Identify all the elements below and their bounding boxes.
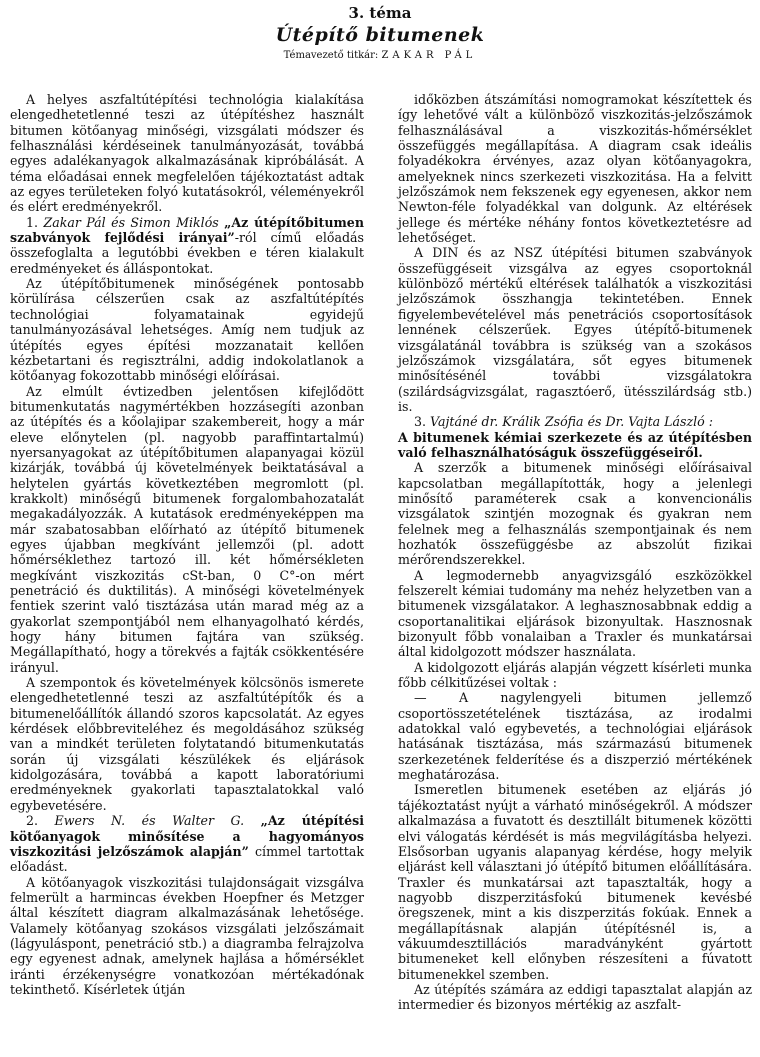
lecture-title: A bitumenek kémiai szerkezete és az útépítésben való felhasználhatóságuk összefüggéseiről. — [398, 429, 752, 460]
section-title: Útépítő bitumenek — [275, 24, 485, 46]
section-header — [0, 0, 760, 70]
lecture-number: 1. — [26, 214, 39, 230]
paragraph: A szempontok és követelmények kölcsönös ismerete elengedhetetlenné teszi az aszfaltútépítők és a bitumenelőállítók állandó szoros kapcsolatát. Az egyes kérdések előbbreviteléhez és megoldásához szükség van a mindkét területen folytatandó bitumenkutatás során új vizsgálati készülékek és eljárások kidolgozására, továbbá a kapott laboratóriumi eredményeknek gyakorlati tapasztalatokkal való egybevetésére. — [10, 675, 364, 813]
paragraph: Ismeretlen bitumenek esetében az eljárás jó tájékoztatást nyújt a várható minőségekről. A módszer alkalmazása a fuvatott és desztillált bitumenek közötti elvi válogatás kérdését is más megvilágításba helyezi. Elsősorban ugyanis alapanyag kérdése, hogy melyik eljárást kell választani jó útépítő bitumen előállítására. Traxler és munkatársai azt tapasztalták, hogy a nagyobb diszperzitásfokú bitumenek kevésbé öregszenek, mint a kis diszperzitás fokúak. Ennek a megállapításnak alapján útépítésnél is, a vákuumdesztillációs maradványként gyártott bitumeneket kell előnyben részesíteni a fúvatott bitumenekkel szemben. — [398, 782, 752, 982]
paragraph: — A nagylengyeli bitumen jellemző csoportösszetételének tisztázása, az irodalmi adatokkal való egybevetés, a technológiai eljárások hatásának tisztázása, más származású bitumenek szerkezetének felderítése és a diszperzió mértékének meghatározása. — [398, 690, 752, 783]
left-column — [10, 92, 364, 997]
secretary-line — [0, 50, 760, 61]
paragraph: A kidolgozott eljárás alapján végzett kísérleti munka főbb célkitűzései voltak : — [398, 659, 752, 691]
paragraph: A kötőanyagok viszkozitási tulajdonságait vizsgálva felmerült a harmincas években Hoepfner és Metzger által készített diagram alkalmazásának lehetősége. Valamely kötőanyag szokásos vizsgálati jelzőszámait (lágyuláspont, penetráció stb.) a diagramba felrajzolva egy egyenest adnak, amelynek hajlása a hőmérséklet iránti érzékenységre vonatkozóan mértékadónak tekinthető. Kísérletek útján — [10, 874, 364, 997]
secretary-name: ZAKAR PÁL — [381, 50, 477, 61]
lecture-title: „Az útépítési kötőanyagok minősítése a hagyományos viszkozitási jelzőszámok alapján” — [10, 813, 364, 859]
paragraph: A szerzők a bitumenek minőségi előírásaival kapcsolatban megállapították, hogy a jelenlegi minősítő paraméterek csak a konvencionális vizsgálatok szintjén mozognak és gyakran nem felelnek meg a felhasználás szempontjainak és nem hozhatók összefüggésbe az abszolút fizikai mérőrendszerekkel. — [398, 460, 752, 568]
lecture-paragraph — [10, 215, 364, 276]
right-column — [398, 92, 752, 1013]
section-number: 3. téma — [348, 4, 412, 22]
paragraph: Az útépítés számára az eddigi tapasztalat alapján az intermedier és bizonyos mértékig az aszfalt- — [398, 981, 752, 1013]
lecture-authors: Ewers N. és Walter G. — [54, 813, 245, 829]
lecture-rest: -ról című előadás összefoglalta a legutóbbi években e téren kialakult eredményeket és álláspontokat. — [10, 230, 364, 276]
lecture-number: 3. — [414, 414, 427, 430]
lecture-authors: Vajtáné dr. Králik Zsófia és Dr. Vajta László : — [430, 414, 713, 430]
paragraph: A legmodernebb anyagvizsgáló eszközökkel felszerelt kémiai tudomány ma nehéz helyzetben van a bitumenek vizsgálatakor. A leghasznosabbnak eddig a csoportanalitikai eljárások bizonyultak. Hasznosnak bizonyult főbb vonalaiban a Traxler és munkatársai által kidolgozott módszer használata. — [398, 567, 752, 660]
paragraph: Az útépítőbitumenek minőségének pontosabb körülírása célszerűen csak az aszfaltútépítés technológiai folyamatainak egyidejű tanulmányozásával lehetséges. Amíg nem tudjuk az útépítés egyes építési mozzanatait kellően kézbetartani és regisztrálni, addig indokolatlanok a kötőanyag fokozottabb minőségi előírásai. — [10, 276, 364, 384]
secretary-label: Témavezető titkár: — [283, 50, 379, 61]
lecture-title: „Az útépítőbitumen szabványok fejlődési irányai” — [10, 214, 364, 246]
paragraph: A DIN és az NSZ útépítési bitumen szabványok összefüggéseit vizsgálva az egyes csoportoknál különböző mértékű eltérések találhatók a viszkozitási jelzőszámok összhangja tekintetében. Ennek figyelembevételével más penetrációs csoportosítások lennének célszerűek. Egyes útépítő-bitumenek vizsgálatánál továbbra is szükség van a szokásos jelzőszámok vizsgálatára, sőt egyes bitumenek minősítésénél további vizsgálatokra (szilárdságvizsgálat, ragasztóerő, ütésszilárdság stb.) is. — [398, 245, 752, 414]
lecture-paragraph — [398, 414, 752, 460]
lecture-authors: Zakar Pál és Simon Miklós — [43, 214, 219, 230]
lecture-rest: címmel tartottak előadást. — [10, 843, 365, 875]
lecture-paragraph — [10, 813, 364, 874]
paragraph: időközben átszámítási nomogramokat készítettek és így lehetővé vált a különböző viszkozitás-jelzőszámok felhasználásával a viszkozitás-hőmérséklet összefüggés megállapítása. A diagram csak ideális folyadékokra érvényes, azaz olyan kötőanyagokra, amelyeknek nincs szerkezeti viszkozitása. Ha a felvitt jelzőszámok nem fekszenek egy egyenesen, akkor nem Newton-féle folyadékkal van dolgunk. Az eltérések jellege és mértéke néhány fontos következtetésre ad lehetőséget. — [398, 92, 752, 246]
paragraph: A helyes aszfaltútépítési technológia kialakítása elengedhetetlenné teszi az útépítéshez használt bitumen kötőanyag minőségi, vizsgálati módszer és felhasználási kérdéseinek tanulmányozását, továbbá egyes adalékanyagok alkalmazásának kipróbálását. A téma előadásai ennek megfelelően tájékoztatást adtak az egyes területeken folyó kutatásokról, véleményekről és elért eredményekről. — [10, 92, 364, 215]
lecture-number: 2. — [26, 813, 39, 829]
paragraph: Az elmúlt évtizedben jelentősen kifejlődött bitumenkutatás nagymértékben hozzásegíti azonban az útépítés és a kőolajipar szakembereit, hogy a már eleve előnytelen (pl. nagyobb paraffintartalmú) nyersanyagokat az útépítőbitumen alapanyagai közül kizárják, továbbá új követelmények beiktatásával a helytelen gyártás következtében megromlott (pl. krakkolt) minőségű bitumenek forgalombahozatalát megakadályozzák. A kutatások eredményeképpen ma már szabatosabban előírható az útépítő bitumenek egyes újabban megkívánt jellemzői (pl. adott hőmérséklethez tartozó ill. két hőmérsékleten megkívánt viszkozitás cSt-ban, 0 C°-on mért penetráció és duktilitás). A minőségi követelmények fentiek szerint való tisztázása után marad még az a gyakorlat szempontjából nem elhanyagolható kérdés, hogy hány bitumen fajtára van szükség. Megállapítható, hogy a törekvés a fajták csökkentésére irányul. — [10, 383, 364, 675]
